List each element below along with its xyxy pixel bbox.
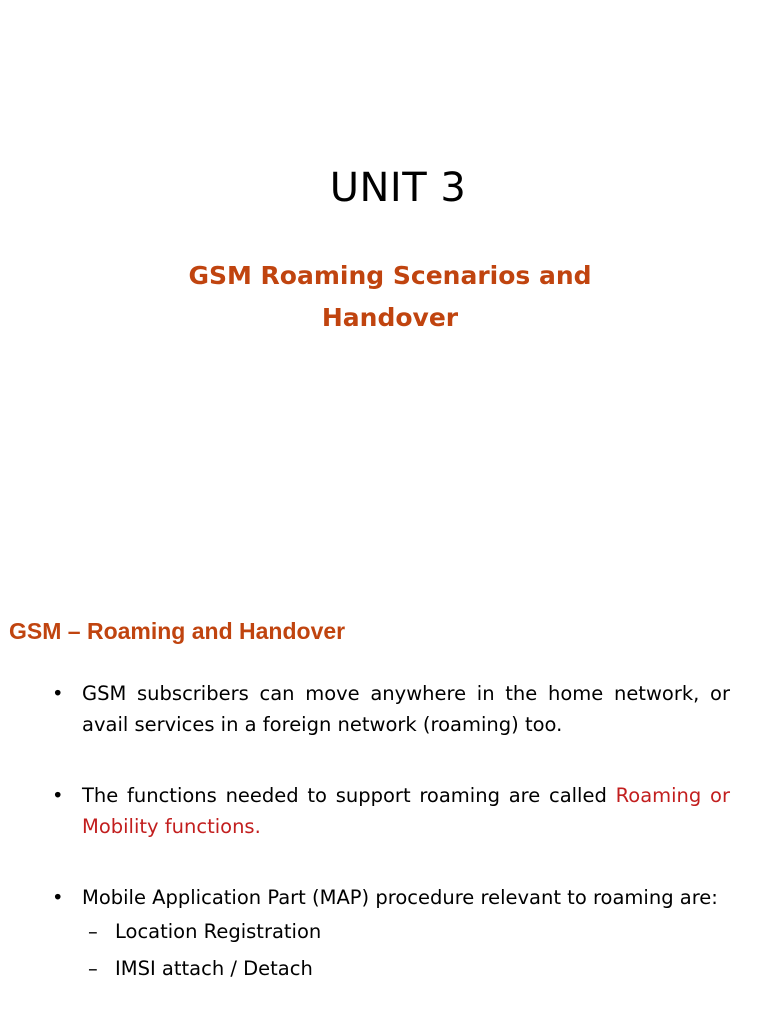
section-heading: GSM – Roaming and Handover bbox=[9, 618, 346, 644]
bullet-item bbox=[52, 780, 730, 842]
subtitle-line-2: Handover bbox=[321, 303, 459, 332]
bullet-dot-icon: • bbox=[52, 682, 64, 705]
dash-icon: – bbox=[88, 957, 98, 980]
bullet-item bbox=[52, 678, 730, 740]
subtitle-line-1: GSM Roaming Scenarios and bbox=[188, 261, 592, 290]
content-slide bbox=[0, 575, 768, 1024]
unit-title: UNIT 3 bbox=[329, 165, 467, 211]
bullet-list bbox=[52, 678, 730, 1027]
bullet-text: GSM subscribers can move anywhere in the home network, or avail services in a foreign network (roaming) too. bbox=[82, 682, 730, 736]
unit-subtitle bbox=[140, 255, 640, 339]
sub-list-item bbox=[82, 913, 730, 950]
bullet-highlight-text: Roaming or Mobility functions. bbox=[82, 784, 730, 838]
bullet-dot-icon: • bbox=[52, 886, 64, 909]
sub-list bbox=[82, 913, 730, 987]
bullet-dot-icon: • bbox=[52, 784, 64, 807]
dash-icon: – bbox=[88, 920, 98, 943]
bullet-text: The functions needed to support roaming are called bbox=[82, 784, 616, 807]
sub-item-text: IMSI attach / Detach bbox=[115, 957, 313, 980]
bullet-item bbox=[52, 882, 730, 987]
sub-list-item bbox=[82, 950, 730, 987]
bullet-text: Mobile Application Part (MAP) procedure relevant to roaming are: bbox=[82, 886, 718, 909]
sub-item-text: Location Registration bbox=[115, 920, 322, 943]
